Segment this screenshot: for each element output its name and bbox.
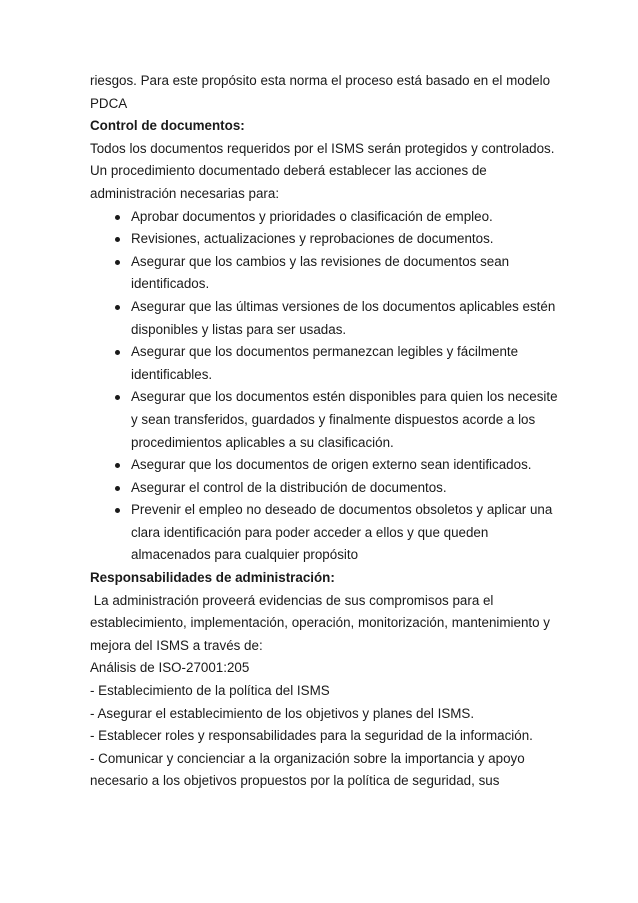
- bullet-item: [90, 454, 560, 477]
- responsibilities-line-3: mejora del ISMS a través de:: [90, 637, 263, 653]
- bullet-item: [90, 251, 560, 296]
- bullet-item-line: identificados.: [131, 276, 210, 292]
- bullet-item: [90, 341, 560, 386]
- bullet-item: [90, 386, 560, 454]
- bullet-dot-icon: [115, 508, 120, 513]
- bullet-item: [90, 228, 560, 251]
- bullet-item-line: Asegurar que los documentos permanezcan legibles y fácilmente: [131, 344, 519, 360]
- bullet-item-line: identificables.: [131, 366, 213, 382]
- bullet-dot-icon: [115, 215, 120, 220]
- control-docs-bullet-list: [90, 206, 560, 568]
- bullet-item: [90, 206, 560, 229]
- bullet-item-line: Prevenir el empleo no deseado de documentos obsoletos y aplicar una: [131, 502, 553, 518]
- bullet-item-line: procedimientos aplicables a su clasificación.: [131, 434, 394, 450]
- responsibilities-line-6: - Asegurar el establecimiento de los objetivos y planes del ISMS.: [90, 705, 475, 721]
- bullet-item-line: Asegurar que los documentos de origen externo sean identificados.: [131, 457, 532, 473]
- control-docs-line-3: administración necesarias para:: [90, 185, 280, 201]
- bullet-item: [90, 296, 560, 341]
- bullet-dot-icon: [115, 305, 120, 310]
- control-docs-line-2: Un procedimiento documentado deberá establecer las acciones de: [90, 163, 487, 179]
- bullet-item-line: Asegurar que las últimas versiones de los documentos aplicables estén: [131, 298, 556, 314]
- responsibilities-line-5: - Establecimiento de la política del ISMS: [90, 683, 330, 699]
- responsibilities-line-8: - Comunicar y concienciar a la organización sobre la importancia y apoyo: [90, 750, 525, 766]
- intro-line-1: riesgos. Para este propósito esta norma el proceso está basado en el modelo: [90, 73, 551, 88]
- bullet-item-line: Asegurar que los cambios y las revisiones de documentos sean: [131, 253, 510, 269]
- responsibilities-line-2: establecimiento, implementación, operación, monitorización, mantenimiento y: [90, 615, 550, 631]
- document-page: [90, 70, 560, 793]
- bullet-dot-icon: [115, 260, 120, 265]
- bullet-dot-icon: [115, 350, 120, 355]
- bullet-dot-icon: [115, 463, 120, 468]
- bullet-item-line: Asegurar el control de la distribución de documentos.: [131, 479, 447, 495]
- responsibilities-line-1: La administración proveerá evidencias de sus compromisos para el: [90, 592, 494, 608]
- bullet-dot-icon: [115, 237, 120, 242]
- bullet-item-line: disponibles y listas para ser usadas.: [131, 321, 347, 337]
- bullet-item-line: clara identificación para poder acceder a ellos y que queden: [131, 524, 489, 540]
- bullet-dot-icon: [115, 395, 120, 400]
- responsibilities-line-4: Análisis de ISO-27001:205: [90, 660, 250, 676]
- bullet-item: [90, 477, 560, 500]
- bullet-item-line: Aprobar documentos y prioridades o clasificación de empleo.: [131, 208, 493, 224]
- bullet-item-line: Asegurar que los documentos estén disponibles para quien los necesite: [131, 389, 558, 405]
- bullet-item-line: y sean transferidos, guardados y finalmente dispuestos acorde a los: [131, 411, 536, 427]
- responsibilities-line-7: - Establecer roles y responsabilidades para la seguridad de la información.: [90, 728, 533, 744]
- bullet-item-line: almacenados para cualquier propósito: [131, 547, 359, 563]
- responsibilities-line-9: necesario a los objetivos propuestos por la política de seguridad, sus: [90, 773, 500, 789]
- bullet-item: [90, 499, 560, 567]
- control-docs-heading: Control de documentos:: [90, 118, 245, 134]
- responsibilities-heading: Responsabilidades de administración:: [90, 570, 335, 586]
- bullet-item-line: Revisiones, actualizaciones y reprobaciones de documentos.: [131, 231, 494, 247]
- control-docs-line-1: Todos los documentos requeridos por el ISMS serán protegidos y controlados.: [90, 140, 555, 156]
- bullet-dot-icon: [115, 486, 120, 491]
- intro-line-2: PDCA: [90, 95, 128, 111]
